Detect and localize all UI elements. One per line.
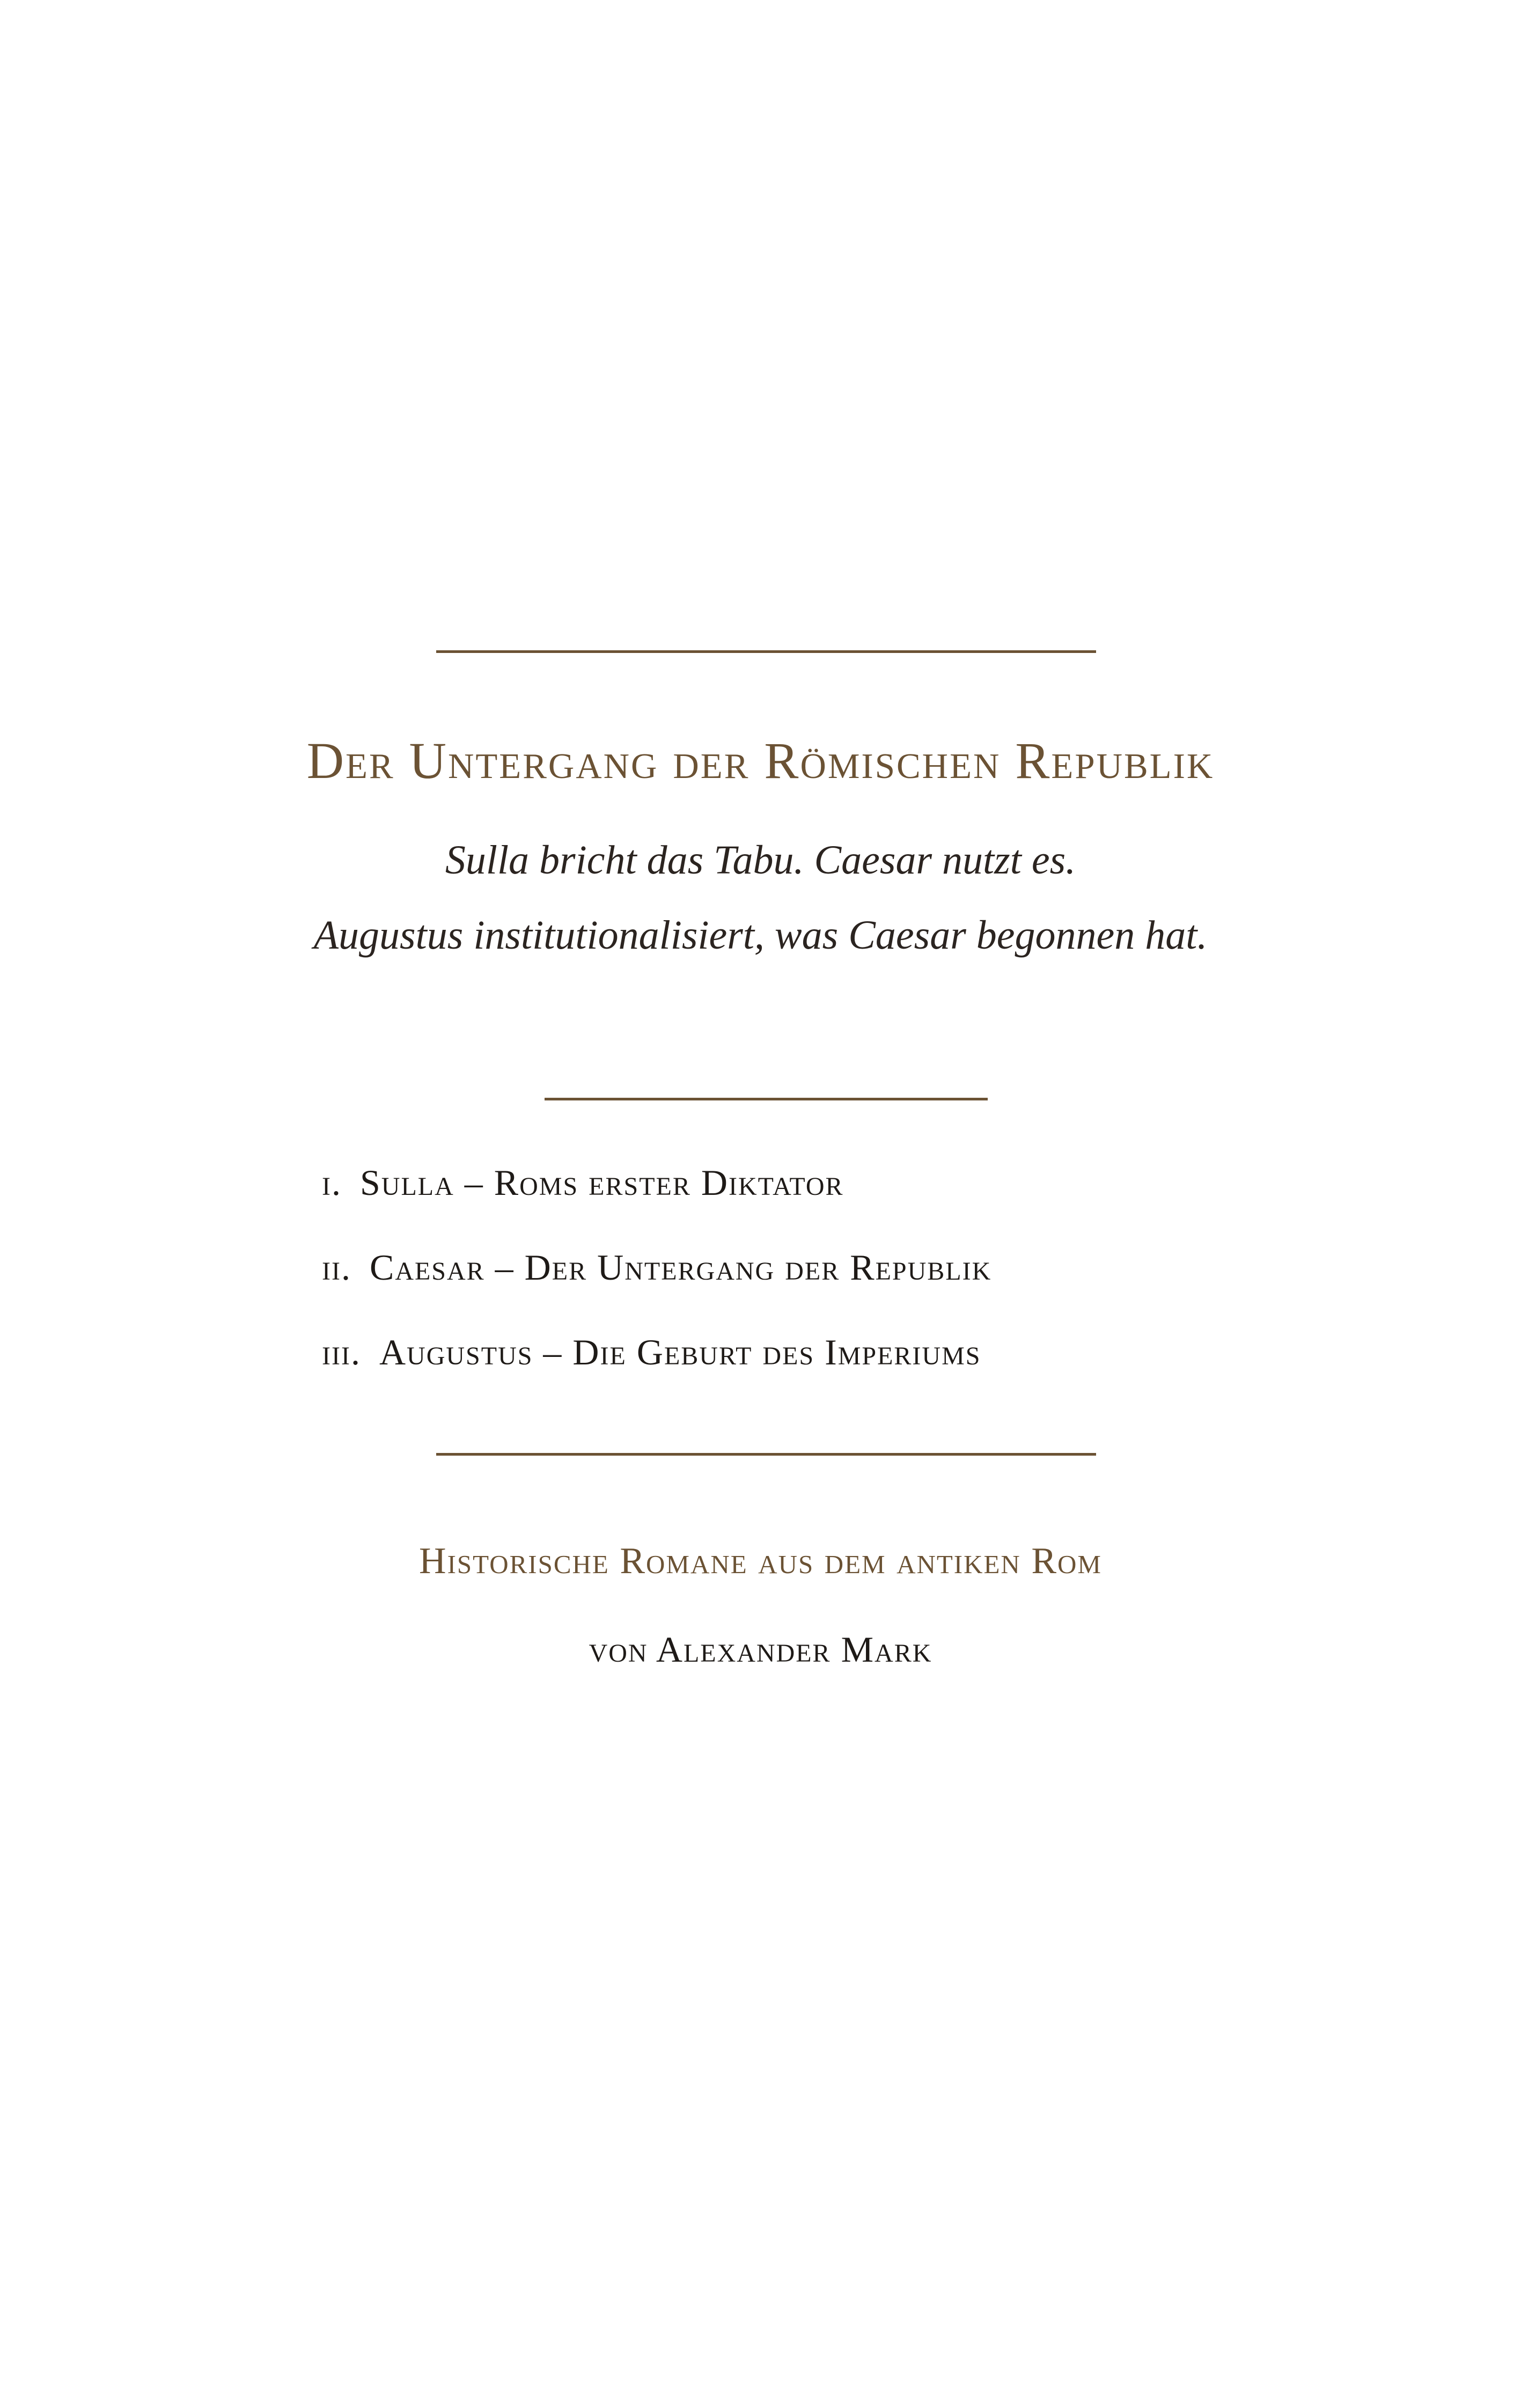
middle-divider — [545, 1098, 988, 1100]
book-title: Der Untergang der Römischen Republik — [306, 732, 1215, 789]
contents-item-augustus — [322, 1334, 991, 1419]
contents-item-title: Sulla – Roms erster Diktator — [359, 1162, 844, 1203]
bottom-divider — [436, 1453, 1096, 1456]
contents-list — [322, 1164, 991, 1419]
tagline-line-2: Augustus institutionalisiert, was Caesar begonnen hat. — [313, 913, 1208, 958]
contents-item-numeral: i. — [322, 1162, 342, 1203]
contents-item-numeral: ii. — [322, 1247, 351, 1288]
contents-item-title: Augustus – Die Geburt des Imperiums — [379, 1332, 981, 1372]
tagline-line-1: Sulla bricht das Tabu. Caesar nutzt es. — [445, 838, 1076, 883]
top-divider — [436, 650, 1096, 653]
contents-item-sulla — [322, 1164, 991, 1249]
series-subtitle: Historische Romane aus dem antiken Rom — [419, 1540, 1102, 1582]
contents-item-title: Caesar – Der Untergang der Republik — [369, 1247, 992, 1288]
author-line: von Alexander Mark — [589, 1629, 932, 1670]
contents-item-numeral: iii. — [322, 1332, 361, 1372]
contents-item-caesar — [322, 1249, 991, 1334]
